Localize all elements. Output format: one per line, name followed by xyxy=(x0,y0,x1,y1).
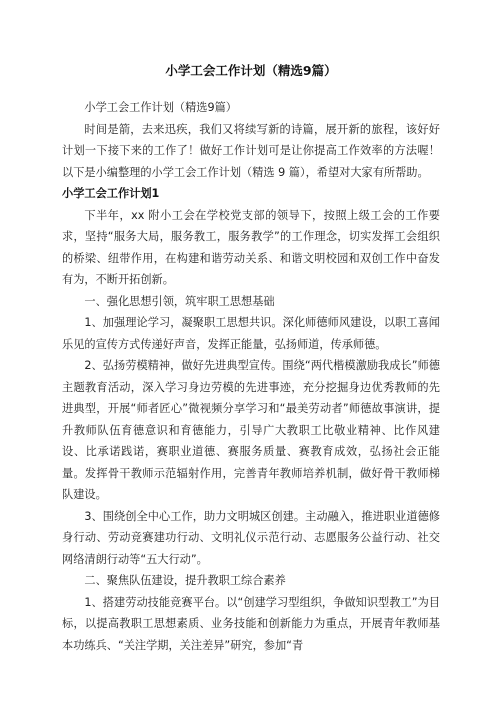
paragraph-item-1-3: 3、围绕创全中心工作，助力文明城区创建。主动融入，推进职业道德修身行动、劳动竞赛建功行动、文明礼仪示范行动、志愿服务公益行动、社交网络清朗行动等“五大行动”。 xyxy=(62,509,440,566)
paragraph-item-1-1: 1、加强理论学习，凝聚职工思想共识。深化师德师风建设，以职工喜闻乐见的宣传方式传递好声音，发挥正能量，弘扬师道，传承师德。 xyxy=(62,316,440,351)
paragraph-item-2-1: 1、搭建劳动技能竞赛平台。以“创建学习型组织，争做知识型教工”为目标，以提高教职工思想素质、业务技能和创新能力为重点，开展青年教师基本功练兵、“关注学期，关注差异”研究，参加“青 xyxy=(62,595,440,652)
document-body xyxy=(62,97,440,656)
heading-section-2: 二、聚焦队伍建设，提升教职工综合素养 xyxy=(84,574,286,587)
paragraph-intro: 时间是箭，去来迅疾，我们又将续写新的诗篇，展开新的旅程，该好好计划一下接下来的工作了！做好工作计划可是让你提高工作效率的方法喔！以下是小编整理的小学工会工作计划（精选 9 篇），希望对大家有所帮助。 xyxy=(62,122,440,179)
heading-section-1: 一、强化思想引领，筑牢职工思想基础 xyxy=(84,294,275,308)
paragraph-overview: 下半年，xx 附小工会在学校党支部的领导下，按照上级工会的工作要求，坚持“服务大局，服务教工，服务教学”的工作理念，切实发挥工会组织的桥梁、纽带作用，在构建和谐劳动关系、和谐文明校园和双创工作中奋发有为，不断开拓创新。 xyxy=(62,208,440,286)
document-title: 小学工会工作计划（精选9篇） xyxy=(165,63,337,78)
paragraph-subtitle: 小学工会工作计划（精选9篇） xyxy=(84,101,237,114)
section-heading-plan-1: 小学工会工作计划1 xyxy=(62,187,160,200)
paragraph-item-1-2: 2、弘扬劳模精神，做好先进典型宣传。围绕“两代楷模激励我成长”师德主题教育活动，深入学习身边劳模的先进事迹，充分挖掘身边优秀教师的先进典型，开展“师者匠心”微视频分享学习和“最美劳动者”师德故事演讲，提升教师队伍育德意识和育德能力，引导广大教职工比敬业精神、比作风建设、比承诺践诺，赛职业道德、赛服务质量、赛教育成效，弘扬社会正能量。发挥骨干教师示范辐射作用，完善青年教师培养机制，做好骨干教师梯队建设。 xyxy=(62,359,440,501)
